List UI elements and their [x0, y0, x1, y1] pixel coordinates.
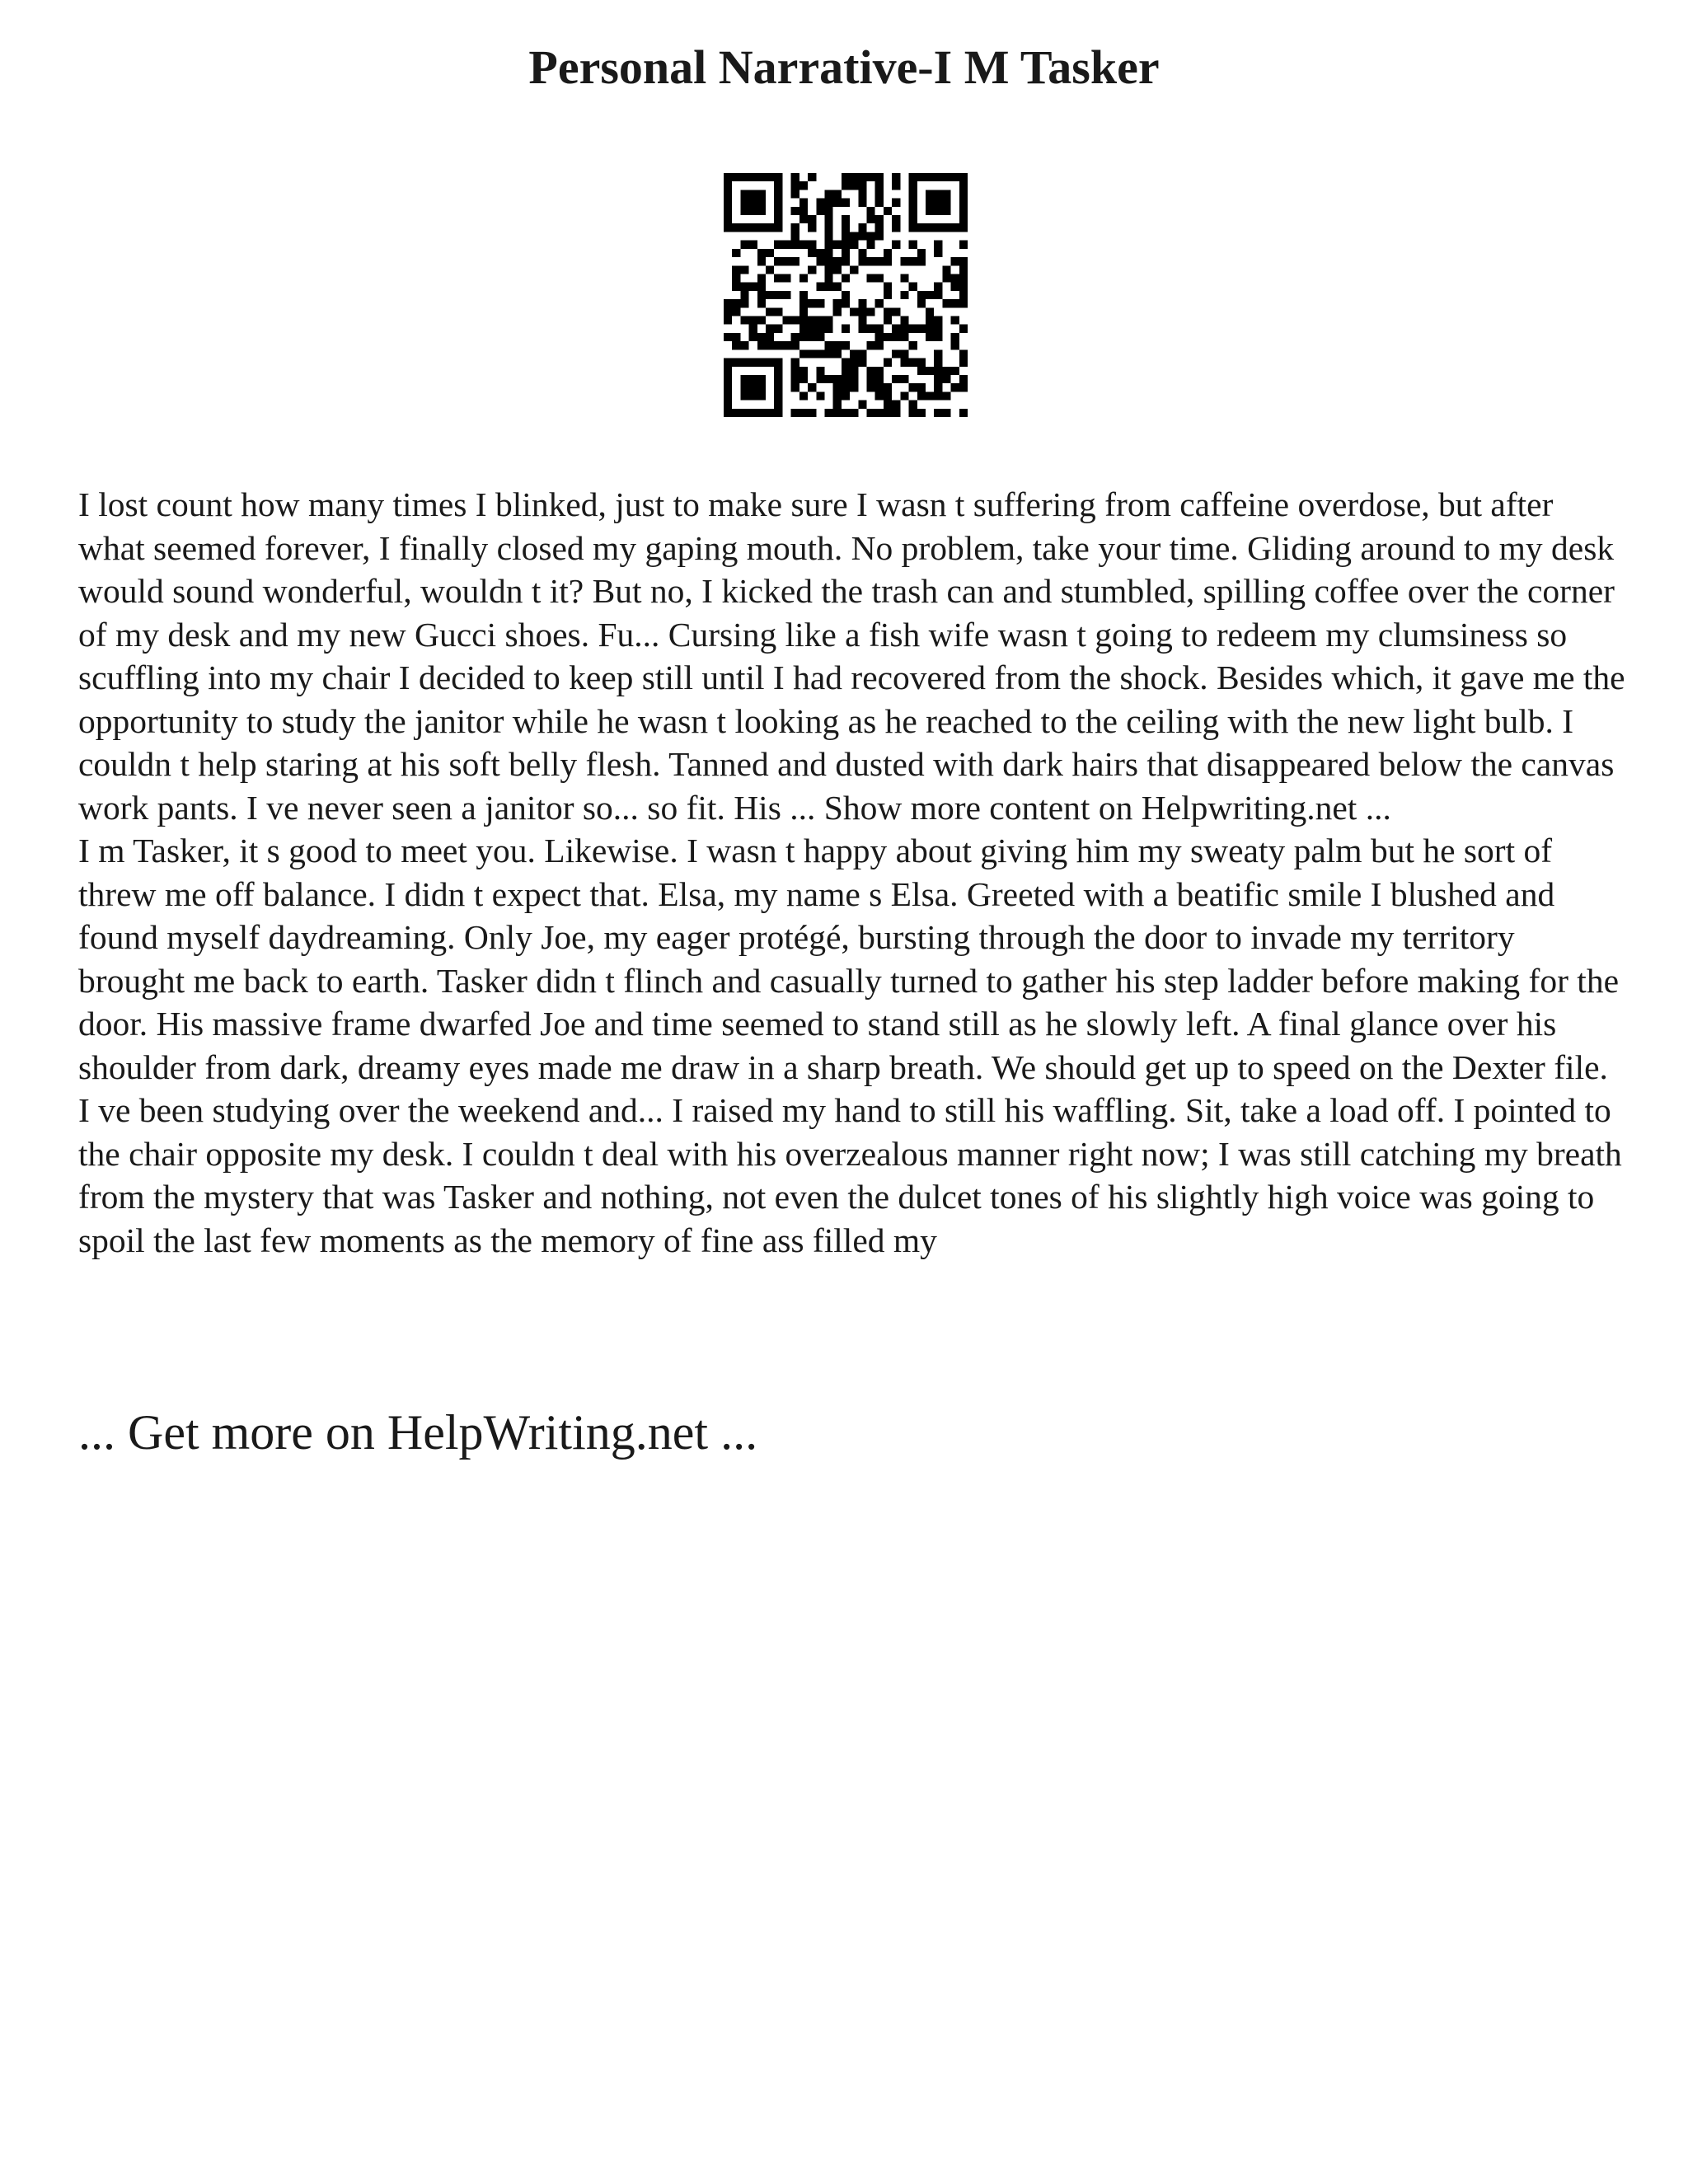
qr-code-icon [724, 173, 968, 417]
get-more-link[interactable]: ... Get more on HelpWriting.net ... [78, 1405, 758, 1460]
paragraph: I lost count how many times I blinked, just to make sure I wasn t suffering from caffeine overdose, but after what seemed forever, I finally closed my gaping mouth. No problem, take your time. Gliding around to my desk would sound wonderful, wouldn t it? But no, I kicked the trash can and stumbled, spilling coffee over the corner of my desk and my new Gucci shoes. Fu... Cursing like a fish wife wasn t going to redeem my clumsiness so scuffling into my chair I decided to keep still until I had recovered from the shock. Besides which, it gave me the opportunity to study the janitor while he wasn t looking as he reached to the ceiling with the new light bulb. I couldn t help staring at his soft belly flesh. Tanned and dusted with dark hairs that disappeared below the canvas work pants. I ve never seen a janitor so... so fit. His ... Show more content on Helpwriting.net ... [78, 485, 1625, 827]
article-body [78, 483, 1628, 1262]
paragraph: I m Tasker, it s good to meet you. Likewise. I wasn t happy about giving him my sweaty palm but he sort of threw me off balance. I didn t expect that. Elsa, my name s Elsa. Greeted with a beatific smile I blushed and found myself daydreaming. Only Joe, my eager protégé, bursting through the door to invade my territory brought me back to earth. Tasker didn t flinch and casually turned to gather his step ladder before making for the door. His massive frame dwarfed Joe and time seemed to stand still as he slowly left. A final glance over his shoulder from dark, dreamy eyes made me draw in a sharp breath. We should get up to speed on the Dexter file. I ve been studying over the weekend and... I raised my hand to still his waffling. Sit, take a load off. I pointed to the chair opposite my desk. I couldn t deal with his overzealous manner right now; I was still catching my breath from the mystery that was Tasker and nothing, not even the dulcet tones of his slightly high voice was going to spoil the last few moments as the memory of fine ass filled my [78, 832, 1622, 1259]
page-title: Personal Narrative-I M Tasker [528, 40, 1160, 94]
